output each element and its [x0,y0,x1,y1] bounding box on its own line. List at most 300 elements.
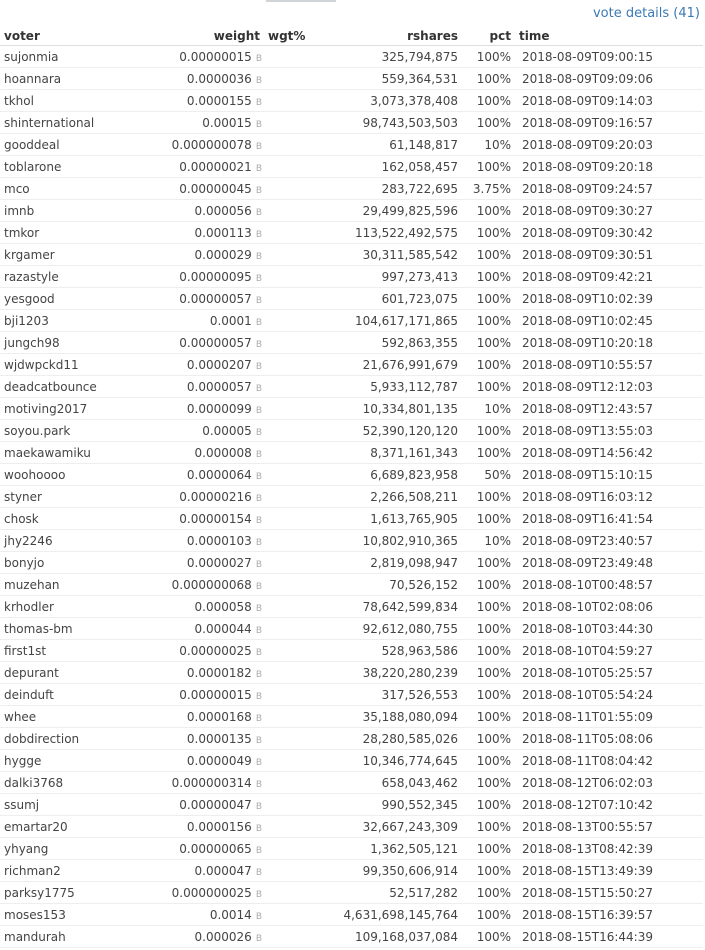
wgt-percent-cell [264,244,328,266]
weight-cell [122,398,264,420]
weight-unit-icon: B [255,383,262,394]
voter-name-link[interactable]: jungch98 [0,332,122,354]
time-cell: 2018-08-09T09:00:15 [515,46,703,68]
voter-name-link[interactable]: gooddeal [0,134,122,156]
rshares-cell: 29,499,825,596 [328,200,462,222]
rshares-cell: 109,168,037,084 [328,926,462,948]
pct-cell: 100% [462,882,515,904]
weight-unit-icon: B [255,757,262,768]
time-cell: 2018-08-09T09:09:06 [515,68,703,90]
wgt-percent-cell [264,266,328,288]
weight-unit-icon: B [255,449,262,460]
table-row [0,816,703,838]
table-header-row [0,26,703,46]
voter-name-link[interactable]: krgamer [0,244,122,266]
rshares-cell: 52,390,120,120 [328,420,462,442]
table-row [0,46,703,68]
wgt-percent-cell [264,68,328,90]
tab-indicator [266,0,336,2]
weight-cell [122,574,264,596]
weight-unit-icon: B [255,691,262,702]
weight-cell [122,662,264,684]
weight-unit-icon: B [255,669,262,680]
pct-cell: 100% [462,376,515,398]
weight-value: 0.00000216 [179,489,252,504]
weight-value: 0.000000068 [171,577,252,592]
pct-cell: 100% [462,662,515,684]
weight-unit-icon: B [255,207,262,218]
pct-cell: 100% [462,552,515,574]
wgt-percent-cell [264,112,328,134]
pct-cell: 100% [462,354,515,376]
weight-cell [122,310,264,332]
pct-cell: 100% [462,926,515,948]
voter-name-link[interactable]: dobdirection [0,728,122,750]
weight-value: 0.000000314 [171,775,252,790]
weight-unit-icon: B [255,295,262,306]
voter-name-link[interactable]: motiving2017 [0,398,122,420]
pct-cell: 50% [462,464,515,486]
pct-cell: 100% [462,508,515,530]
rshares-cell: 70,526,152 [328,574,462,596]
voter-name-link[interactable]: woohoooo [0,464,122,486]
table-row [0,728,703,750]
time-cell: 2018-08-09T14:56:42 [515,442,703,464]
weight-value: 0.00000015 [179,687,252,702]
column-header-voter[interactable]: voter [0,26,122,46]
weight-unit-icon: B [255,867,262,878]
weight-value: 0.00000045 [179,181,252,196]
voter-name-link[interactable]: ssumj [0,794,122,816]
rshares-cell: 325,794,875 [328,46,462,68]
weight-unit-icon: B [255,559,262,570]
pct-cell: 100% [462,420,515,442]
weight-unit-icon: B [255,229,262,240]
weight-cell [122,838,264,860]
rshares-cell: 283,722,695 [328,178,462,200]
weight-cell [122,926,264,948]
weight-unit-icon: B [255,933,262,944]
weight-unit-icon: B [255,889,262,900]
time-cell: 2018-08-09T23:49:48 [515,552,703,574]
voter-name-link[interactable]: yhyang [0,838,122,860]
weight-unit-icon: B [255,163,262,174]
table-row [0,200,703,222]
table-row [0,354,703,376]
weight-value: 0.000000025 [171,885,252,900]
wgt-percent-cell [264,926,328,948]
time-cell: 2018-08-09T10:20:18 [515,332,703,354]
voter-name-link[interactable]: thomas-bm [0,618,122,640]
weight-cell [122,552,264,574]
voter-name-link[interactable]: richman2 [0,860,122,882]
weight-cell [122,288,264,310]
voter-name-link[interactable]: jhy2246 [0,530,122,552]
voter-name-link[interactable]: parksy1775 [0,882,122,904]
pct-cell: 10% [462,134,515,156]
weight-unit-icon: B [255,119,262,130]
weight-unit-icon: B [255,361,262,372]
wgt-percent-cell [264,662,328,684]
pct-cell: 100% [462,816,515,838]
weight-unit-icon: B [255,251,262,262]
weight-cell [122,728,264,750]
voter-name-link[interactable]: tmkor [0,222,122,244]
wgt-percent-cell [264,882,328,904]
voter-name-link[interactable]: soyou.park [0,420,122,442]
weight-value: 0.0000064 [186,467,252,482]
weight-value: 0.0000168 [186,709,252,724]
table-row [0,178,703,200]
time-cell: 2018-08-09T13:55:03 [515,420,703,442]
table-row [0,882,703,904]
pct-cell: 100% [462,728,515,750]
table-row [0,508,703,530]
weight-value: 0.00000095 [179,269,252,284]
pct-cell: 100% [462,266,515,288]
pct-cell: 100% [462,596,515,618]
wgt-percent-cell [264,420,328,442]
weight-value: 0.00000025 [179,643,252,658]
rshares-cell: 4,631,698,145,764 [328,904,462,926]
time-cell: 2018-08-09T15:10:15 [515,464,703,486]
rshares-cell: 601,723,075 [328,288,462,310]
time-cell: 2018-08-13T00:55:57 [515,816,703,838]
table-row [0,574,703,596]
time-cell: 2018-08-09T10:02:45 [515,310,703,332]
pct-cell: 100% [462,860,515,882]
voter-name-link[interactable]: hoannara [0,68,122,90]
table-row [0,156,703,178]
weight-cell [122,244,264,266]
pct-cell: 100% [462,310,515,332]
time-cell: 2018-08-12T06:02:03 [515,772,703,794]
time-cell: 2018-08-09T09:14:03 [515,90,703,112]
time-cell: 2018-08-12T07:10:42 [515,794,703,816]
weight-cell [122,794,264,816]
voter-name-link[interactable]: chosk [0,508,122,530]
column-header-weight[interactable]: weight [122,26,264,46]
table-row [0,112,703,134]
wgt-percent-cell [264,618,328,640]
table-row [0,288,703,310]
time-cell: 2018-08-15T13:49:39 [515,860,703,882]
pct-cell: 100% [462,574,515,596]
weight-unit-icon: B [255,75,262,86]
weight-value: 0.000000078 [171,137,252,152]
weight-value: 0.0014 [209,907,252,922]
rshares-cell: 10,802,910,365 [328,530,462,552]
table-row [0,794,703,816]
weight-value: 0.00000057 [179,335,252,350]
weight-value: 0.0000099 [186,401,252,416]
weight-value: 0.000029 [194,247,252,262]
wgt-percent-cell [264,728,328,750]
rshares-cell: 528,963,586 [328,640,462,662]
weight-value: 0.00005 [202,423,252,438]
time-cell: 2018-08-13T08:42:39 [515,838,703,860]
pct-cell: 100% [462,46,515,68]
weight-unit-icon: B [255,471,262,482]
voter-name-link[interactable]: bonyjo [0,552,122,574]
weight-cell [122,442,264,464]
weight-cell [122,200,264,222]
table-row [0,90,703,112]
rshares-cell: 113,522,492,575 [328,222,462,244]
weight-value: 0.00015 [202,115,252,130]
table-row [0,420,703,442]
wgt-percent-cell [264,684,328,706]
table-row [0,750,703,772]
weight-unit-icon: B [255,801,262,812]
time-cell: 2018-08-10T05:25:57 [515,662,703,684]
rshares-cell: 559,364,531 [328,68,462,90]
voter-name-link[interactable]: sujonmia [0,46,122,68]
weight-unit-icon: B [255,339,262,350]
voter-name-link[interactable]: krhodler [0,596,122,618]
table-row [0,464,703,486]
weight-unit-icon: B [255,911,262,922]
pct-cell: 100% [462,684,515,706]
rshares-cell: 10,346,774,645 [328,750,462,772]
weight-cell [122,134,264,156]
pct-cell: 100% [462,112,515,134]
weight-cell [122,178,264,200]
pct-cell: 100% [462,222,515,244]
time-cell: 2018-08-10T02:08:06 [515,596,703,618]
weight-cell [122,860,264,882]
weight-cell [122,156,264,178]
rshares-cell: 592,863,355 [328,332,462,354]
time-cell: 2018-08-11T01:55:09 [515,706,703,728]
table-row [0,618,703,640]
pct-cell: 100% [462,332,515,354]
time-cell: 2018-08-09T09:16:57 [515,112,703,134]
weight-unit-icon: B [255,405,262,416]
wgt-percent-cell [264,596,328,618]
wgt-percent-cell [264,530,328,552]
weight-cell [122,750,264,772]
weight-cell [122,266,264,288]
table-row [0,640,703,662]
rshares-cell: 5,933,112,787 [328,376,462,398]
pct-cell: 100% [462,750,515,772]
weight-cell [122,640,264,662]
weight-unit-icon: B [255,493,262,504]
rshares-cell: 104,617,171,865 [328,310,462,332]
time-cell: 2018-08-15T15:50:27 [515,882,703,904]
pct-cell: 100% [462,794,515,816]
votes-table [0,26,703,948]
pct-cell: 100% [462,442,515,464]
voter-name-link[interactable]: bji1203 [0,310,122,332]
voter-name-link[interactable]: first1st [0,640,122,662]
table-row [0,530,703,552]
rshares-cell: 162,058,457 [328,156,462,178]
weight-cell [122,68,264,90]
weight-value: 0.0000135 [186,731,252,746]
table-row [0,244,703,266]
weight-unit-icon: B [255,625,262,636]
wgt-percent-cell [264,354,328,376]
pct-cell: 100% [462,156,515,178]
table-row [0,684,703,706]
table-row [0,662,703,684]
voter-name-link[interactable]: toblarone [0,156,122,178]
time-cell: 2018-08-09T09:42:21 [515,266,703,288]
table-row [0,486,703,508]
column-header-time[interactable]: time [515,26,703,46]
weight-unit-icon: B [255,537,262,548]
time-cell: 2018-08-09T10:55:57 [515,354,703,376]
time-cell: 2018-08-15T16:44:39 [515,926,703,948]
weight-value: 0.0000057 [186,379,252,394]
wgt-percent-cell [264,750,328,772]
voter-name-link[interactable]: deadcatbounce [0,376,122,398]
voter-name-link[interactable]: wjdwpckd11 [0,354,122,376]
weight-value: 0.00000065 [179,841,252,856]
pct-cell: 100% [462,618,515,640]
wgt-percent-cell [264,640,328,662]
weight-cell [122,222,264,244]
time-cell: 2018-08-10T03:44:30 [515,618,703,640]
voter-name-link[interactable]: muzehan [0,574,122,596]
pct-cell: 100% [462,772,515,794]
weight-unit-icon: B [255,823,262,834]
weight-value: 0.000044 [194,621,252,636]
table-row [0,860,703,882]
rshares-cell: 3,073,378,408 [328,90,462,112]
weight-cell [122,90,264,112]
weight-unit-icon: B [255,713,262,724]
voter-name-link[interactable]: styner [0,486,122,508]
table-row [0,398,703,420]
weight-cell [122,112,264,134]
wgt-percent-cell [264,794,328,816]
weight-cell [122,772,264,794]
rshares-cell: 317,526,553 [328,684,462,706]
time-cell: 2018-08-09T12:43:57 [515,398,703,420]
pct-cell: 100% [462,486,515,508]
column-header-rshares[interactable]: rshares [328,26,462,46]
rshares-cell: 78,642,599,834 [328,596,462,618]
voter-name-link[interactable]: deinduft [0,684,122,706]
time-cell: 2018-08-11T08:04:42 [515,750,703,772]
pct-cell: 100% [462,90,515,112]
voter-name-link[interactable]: tkhol [0,90,122,112]
voter-name-link[interactable]: emartar20 [0,816,122,838]
voter-name-link[interactable]: dalki3768 [0,772,122,794]
weight-unit-icon: B [255,427,262,438]
vote-details-link[interactable]: vote details (41) [592,6,700,21]
wgt-percent-cell [264,46,328,68]
wgt-percent-cell [264,156,328,178]
wgt-percent-cell [264,904,328,926]
weight-value: 0.000056 [194,203,252,218]
pct-cell: 100% [462,244,515,266]
weight-cell [122,596,264,618]
weight-unit-icon: B [255,53,262,64]
voter-name-link[interactable]: depurant [0,662,122,684]
time-cell: 2018-08-09T16:03:12 [515,486,703,508]
column-header-pct[interactable]: pct [462,26,515,46]
pct-cell: 100% [462,200,515,222]
weight-unit-icon: B [255,185,262,196]
weight-unit-icon: B [255,273,262,284]
voter-name-link[interactable]: razastyle [0,266,122,288]
weight-value: 0.0000049 [186,753,252,768]
weight-value: 0.00000057 [179,291,252,306]
weight-value: 0.0000207 [186,357,252,372]
weight-unit-icon: B [255,603,262,614]
weight-cell [122,464,264,486]
weight-value: 0.0000036 [186,71,252,86]
voter-name-link[interactable]: moses153 [0,904,122,926]
weight-cell [122,706,264,728]
rshares-cell: 35,188,080,094 [328,706,462,728]
time-cell: 2018-08-09T09:30:42 [515,222,703,244]
rshares-cell: 30,311,585,542 [328,244,462,266]
time-cell: 2018-08-09T09:20:03 [515,134,703,156]
time-cell: 2018-08-15T16:39:57 [515,904,703,926]
weight-unit-icon: B [255,515,262,526]
weight-cell [122,486,264,508]
voter-name-link[interactable]: shinternational [0,112,122,134]
table-row [0,332,703,354]
table-row [0,904,703,926]
voter-name-link[interactable]: whee [0,706,122,728]
weight-value: 0.0001 [209,313,252,328]
voter-name-link[interactable]: hygge [0,750,122,772]
weight-cell [122,904,264,926]
voter-name-link[interactable]: yesgood [0,288,122,310]
time-cell: 2018-08-09T10:02:39 [515,288,703,310]
wgt-percent-cell [264,816,328,838]
wgt-percent-cell [264,288,328,310]
weight-value: 0.0000103 [186,533,252,548]
weight-value: 0.000008 [194,445,252,460]
weight-unit-icon: B [255,647,262,658]
table-row [0,926,703,948]
wgt-percent-cell [264,772,328,794]
rshares-cell: 38,220,280,239 [328,662,462,684]
top-bar [0,0,705,26]
time-cell: 2018-08-10T04:59:27 [515,640,703,662]
wgt-percent-cell [264,464,328,486]
column-header-wgt[interactable]: wgt% [264,26,328,46]
weight-cell [122,46,264,68]
weight-value: 0.000026 [194,929,252,944]
rshares-cell: 997,273,413 [328,266,462,288]
time-cell: 2018-08-09T16:41:54 [515,508,703,530]
weight-unit-icon: B [255,779,262,790]
weight-cell [122,354,264,376]
weight-unit-icon: B [255,141,262,152]
rshares-cell: 8,371,161,343 [328,442,462,464]
weight-unit-icon: B [255,317,262,328]
voter-name-link[interactable]: imnb [0,200,122,222]
voter-name-link[interactable]: mandurah [0,926,122,948]
table-row [0,68,703,90]
voter-name-link[interactable]: maekawamiku [0,442,122,464]
weight-cell [122,420,264,442]
weight-value: 0.000047 [194,863,252,878]
table-row [0,596,703,618]
voter-name-link[interactable]: mco [0,178,122,200]
wgt-percent-cell [264,838,328,860]
pct-cell: 100% [462,838,515,860]
rshares-cell: 10,334,801,135 [328,398,462,420]
